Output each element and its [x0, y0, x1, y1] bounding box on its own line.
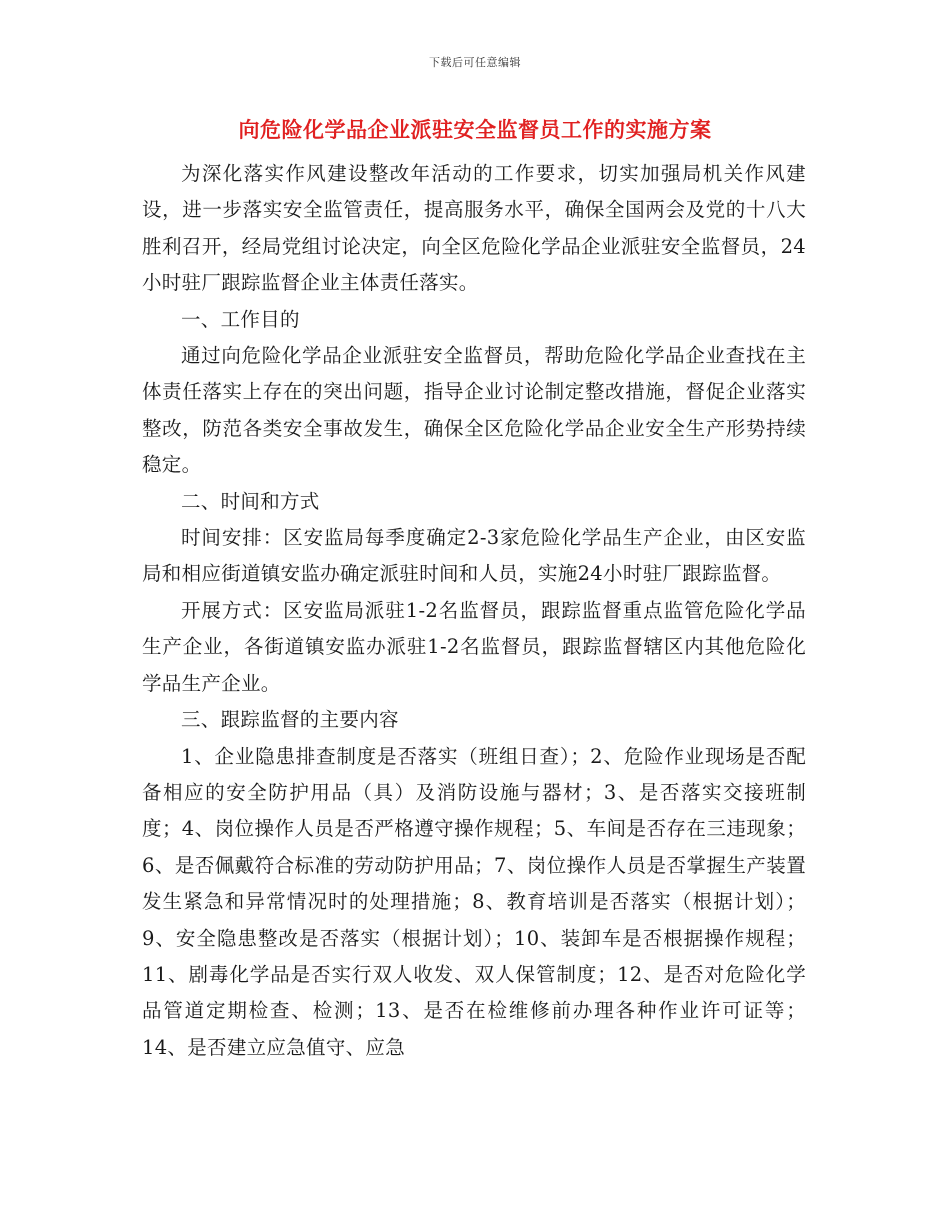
section-heading-purpose: 一、工作目的 [181, 307, 300, 331]
section-heading-content: 三、跟踪监督的主要内容 [181, 708, 399, 732]
section-heading-time-method: 二、时间和方式 [181, 489, 320, 513]
document-title: 向危险化学品企业派驻安全监督员工作的实施方案 [238, 117, 712, 142]
header-note: 下载后可任意编辑 [429, 56, 521, 69]
content-list-paragraph: 1、企业隐患排查制度是否落实（班组日查）；2、危险作业现场是否配备相应的安全防护用品（具）及消防设施与器材；3、是否落实交接班制度；4、岗位操作人员是否严格遵守操作规程；5、车间是否存在三违现象；6、是否佩戴符合标准的劳动防护用品；7、岗位操作人员是否掌握生产装置发生紧急和异常情况时的处理措施；8、教育培训是否落实（根据计划）；9、安全隐患整改是否落实（根据计划）；10、装卸车是否根据操作规程；11、剧毒化学品是否实行双人收发、双人保管制度；12、是否对危险化学品管道定期检查、检测；13、是否在检维修前办理各种作业许可证等；14、是否建立应急值守、应急 [142, 744, 806, 1059]
time-arrangement-paragraph: 时间安排：区安监局每季度确定2-3家危险化学品生产企业，由区安监局和相应街道镇安监办确定派驻时间和人员，实施24小时驻厂跟踪监督。 [142, 526, 806, 586]
purpose-paragraph: 通过向危险化学品企业派驻安全监督员，帮助危险化学品企业查找在主体责任落实上存在的突出问题，指导企业讨论制定整改措施，督促企业落实整改，防范各类安全事故发生，确保全区危险化学品企业安全生产形势持续稳定。 [142, 344, 806, 477]
method-paragraph: 开展方式：区安监局派驻1-2名监督员，跟踪监督重点监管危险化学品生产企业，各街道镇安监办派驻1-2名监督员，跟踪监督辖区内其他危险化学品生产企业。 [142, 598, 806, 695]
document-body [142, 156, 806, 1066]
intro-paragraph: 为深化落实作风建设整改年活动的工作要求，切实加强局机关作风建设，进一步落实安全监管责任，提高服务水平，确保全国两会及党的十八大胜利召开，经局党组讨论决定，向全区危险化学品企业派驻安全监督员，24小时驻厂跟踪监督企业主体责任落实。 [142, 162, 806, 295]
